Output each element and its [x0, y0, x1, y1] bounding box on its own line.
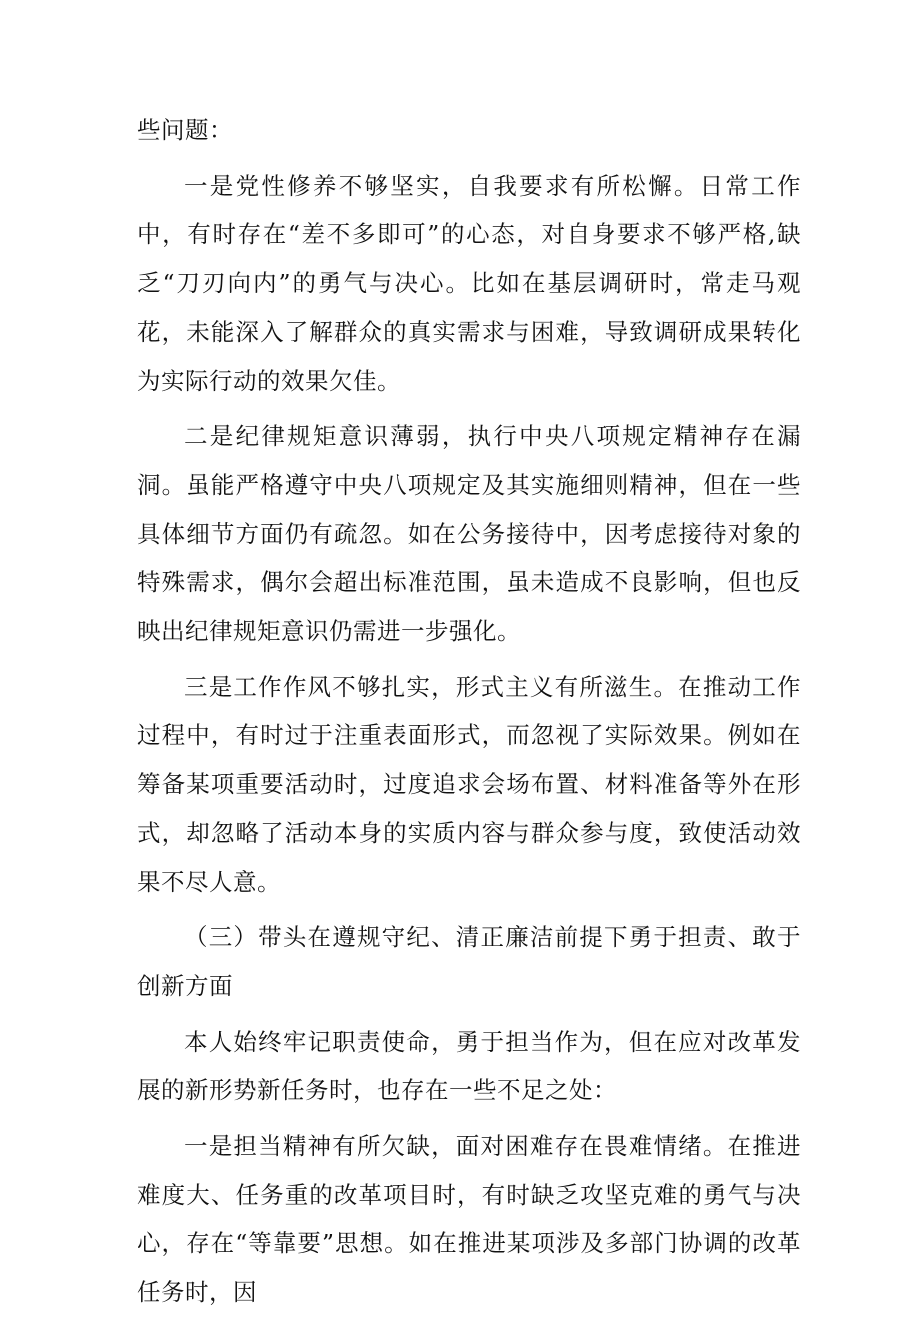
paragraph-responsibility-intro: 本人始终牢记职责使命，勇于担当作为，但在应对改革发展的新形势新任务时，也存在一些不足之处： — [137, 1027, 801, 1105]
paragraph-responsibility-point-one: 一是担当精神有所欠缺，面对困难存在畏难情绪。在推进难度大、任务重的改革项目时，有时缺乏攻坚克难的勇气与决心，存在“等靠要”思想。如在推进某项涉及多部门协调的改革任务时，因 — [137, 1132, 801, 1307]
paragraph-party-spirit: 一是党性修养不够坚实，自我要求有所松懈。日常工作中，有时存在“差不多即可”的心态，对自身要求不够严格,缺乏“刀刃向内”的勇气与决心。比如在基层调研时，常走马观花，未能深入了解群众的真实需求与困难，导致调研成果转化为实际行动的效果欠佳。 — [137, 171, 801, 395]
paragraph-discipline: 二是纪律规矩意识薄弱，执行中央八项规定精神存在漏洞。虽能严格遵守中央八项规定及其实施细则精神，但在一些具体细节方面仍有疏忽。如在公务接待中，因考虑接待对象的特殊需求，偶尔会超出标准范围，虽未造成不良影响，但也反映出纪律规矩意识仍需进一步强化。 — [137, 422, 801, 646]
paragraph-continuation: 些问题： — [137, 116, 233, 144]
paragraph-work-style: 三是工作作风不够扎实，形式主义有所滋生。在推动工作过程中，有时过于注重表面形式，而忽视了实际效果。例如在筹备某项重要活动时，过度追求会场布置、材料准备等外在形式，却忽略了活动本身的实质内容与群众参与度，致使活动效果不尽人意。 — [137, 672, 801, 896]
section-heading-three: （三）带头在遵规守纪、清正廉洁前提下勇于担责、敢于创新方面 — [137, 923, 801, 1000]
document-body — [137, 106, 801, 1317]
